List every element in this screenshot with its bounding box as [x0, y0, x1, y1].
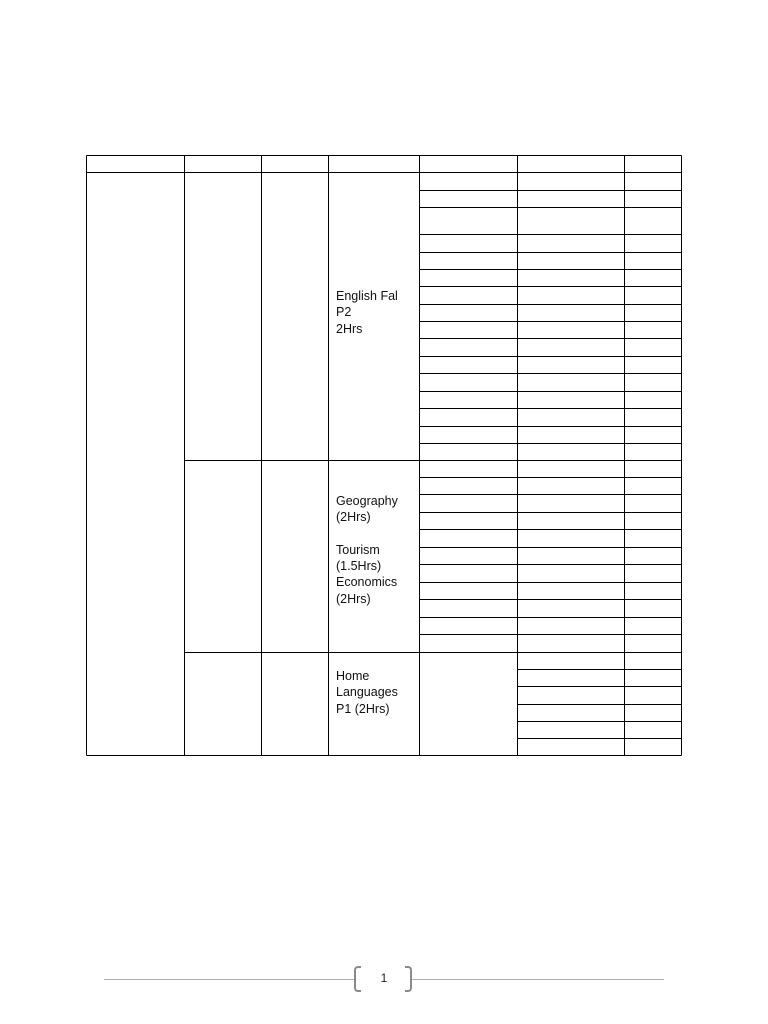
footer-rule-right [412, 979, 664, 980]
subject-geography-tourism-economics: Geography (2Hrs) Tourism (1.5Hrs) Economics (2Hrs) [336, 494, 398, 606]
right-bracket-ornament [405, 966, 412, 992]
footer-rule-left [104, 979, 356, 980]
left-bracket-ornament [354, 966, 361, 992]
subject-english-fal-p2: English Fal P2 2Hrs [336, 289, 398, 336]
page-number: 1 [380, 971, 388, 985]
subject-home-languages-p1: Home Languages P1 (2Hrs) [336, 669, 398, 716]
